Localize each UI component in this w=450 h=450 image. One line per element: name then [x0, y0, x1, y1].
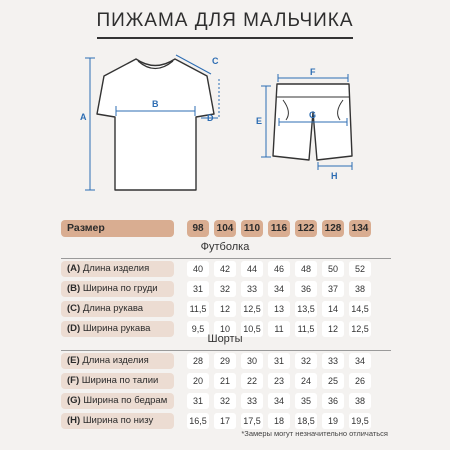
measurement-value: 35	[295, 393, 317, 409]
measurement-label	[61, 413, 174, 429]
measurement-value: 12,5	[241, 301, 263, 317]
measurement-value: 34	[349, 353, 371, 369]
measurement-label	[61, 353, 174, 369]
dimension-h-line	[318, 162, 352, 170]
measurement-value: 12,5	[349, 321, 371, 337]
measurement-value: 30	[241, 353, 263, 369]
measurement-name: Ширина по талии	[81, 375, 159, 386]
measurement-name: Ширина по бедрам	[83, 395, 168, 406]
dimension-d-label: D	[207, 113, 214, 123]
section-divider	[61, 258, 391, 259]
measurement-label	[61, 373, 174, 389]
dimension-e-label: E	[256, 116, 263, 126]
measurement-value: 11	[268, 321, 290, 337]
measurement-value: 14	[322, 301, 344, 317]
measurement-label	[61, 261, 174, 277]
measurement-value: 13,5	[295, 301, 317, 317]
measurement-value: 17	[214, 413, 236, 429]
measurement-code: (A)	[67, 263, 81, 274]
measurement-value: 31	[187, 393, 209, 409]
measurement-value: 25	[322, 373, 344, 389]
page-title: ПИЖАМА ДЛЯ МАЛЬЧИКА	[96, 10, 354, 31]
measurement-code: (E)	[67, 355, 80, 366]
measurement-value: 36	[295, 281, 317, 297]
measurement-value: 23	[268, 373, 290, 389]
measurement-value: 9,5	[187, 321, 209, 337]
measurement-value: 38	[349, 393, 371, 409]
measurement-value: 34	[268, 393, 290, 409]
measurement-value: 42	[214, 261, 236, 277]
measurement-value: 11,5	[187, 301, 209, 317]
measurement-code: (B)	[67, 283, 81, 294]
size-header-cell: 116	[268, 220, 290, 237]
measurement-code: (C)	[67, 303, 81, 314]
measurement-value: 32	[214, 393, 236, 409]
dimension-f-label: F	[310, 67, 316, 77]
measurement-value: 40	[187, 261, 209, 277]
measurement-value: 11,5	[295, 321, 317, 337]
measurement-label	[61, 301, 174, 317]
measurement-value: 33	[241, 281, 263, 297]
measurement-value: 12	[322, 321, 344, 337]
measurement-value: 33	[322, 353, 344, 369]
section-title: Футболка	[200, 241, 250, 253]
measurement-value: 48	[295, 261, 317, 277]
measurement-name: Ширина рукава	[82, 323, 151, 334]
measurement-value: 18,5	[295, 413, 317, 429]
garment-diagram	[0, 0, 450, 200]
measurement-value: 50	[322, 261, 344, 277]
measurement-name: Длина изделия	[82, 263, 150, 274]
dimension-g-label: G	[309, 110, 317, 120]
measurement-value: 20	[187, 373, 209, 389]
measurement-value: 38	[349, 281, 371, 297]
measurement-value: 44	[241, 261, 263, 277]
measurement-value: 18	[268, 413, 290, 429]
size-header-cell: 122	[295, 220, 317, 237]
measurement-value: 29	[214, 353, 236, 369]
dimension-a-label: A	[80, 112, 87, 122]
size-header-label: Размер	[61, 220, 174, 237]
measurement-value: 32	[214, 281, 236, 297]
measurement-value: 28	[187, 353, 209, 369]
measurement-value: 12	[214, 301, 236, 317]
measurement-value: 37	[322, 281, 344, 297]
dimension-b-label: B	[152, 99, 159, 109]
size-header-cell: 110	[241, 220, 263, 237]
measurement-value: 10,5	[241, 321, 263, 337]
measurement-code: (F)	[67, 375, 80, 386]
measurement-name: Длина изделия	[82, 355, 149, 366]
footnote: *Замеры могут незначительно отличаться	[241, 429, 388, 438]
measurement-value: 31	[187, 281, 209, 297]
section-title: Шорты	[207, 333, 243, 345]
measurement-value: 19	[322, 413, 344, 429]
measurement-value: 46	[268, 261, 290, 277]
measurement-value: 17,5	[241, 413, 263, 429]
measurement-name: Ширина по низу	[82, 415, 154, 426]
dimension-h-label: H	[331, 171, 338, 181]
measurement-value: 19,5	[349, 413, 371, 429]
measurement-value: 24	[295, 373, 317, 389]
dimension-e-line	[261, 86, 271, 157]
size-header-cell: 104	[214, 220, 236, 237]
measurement-value: 33	[241, 393, 263, 409]
measurement-value: 21	[214, 373, 236, 389]
size-header-cell: 134	[349, 220, 371, 237]
dimension-c-label: C	[212, 56, 219, 66]
measurement-value: 52	[349, 261, 371, 277]
measurement-code: (D)	[67, 323, 81, 334]
measurement-value: 10	[214, 321, 236, 337]
measurement-label	[61, 281, 174, 297]
measurement-value: 22	[241, 373, 263, 389]
measurement-value: 16,5	[187, 413, 209, 429]
size-header-cell: 98	[187, 220, 209, 237]
measurement-value: 14,5	[349, 301, 371, 317]
measurement-value: 36	[322, 393, 344, 409]
measurement-name: Длина рукава	[82, 303, 144, 314]
dimension-a-line	[85, 58, 95, 190]
size-header-cell: 128	[322, 220, 344, 237]
tshirt-illustration	[97, 59, 214, 190]
section-divider	[61, 350, 391, 351]
measurement-code: (H)	[67, 415, 81, 426]
measurement-value: 26	[349, 373, 371, 389]
measurement-value: 32	[295, 353, 317, 369]
measurement-name: Ширина по груди	[82, 283, 158, 294]
measurement-value: 31	[268, 353, 290, 369]
measurement-label	[61, 393, 174, 409]
measurement-value: 13	[268, 301, 290, 317]
measurement-value: 34	[268, 281, 290, 297]
measurement-code: (G)	[67, 395, 81, 406]
